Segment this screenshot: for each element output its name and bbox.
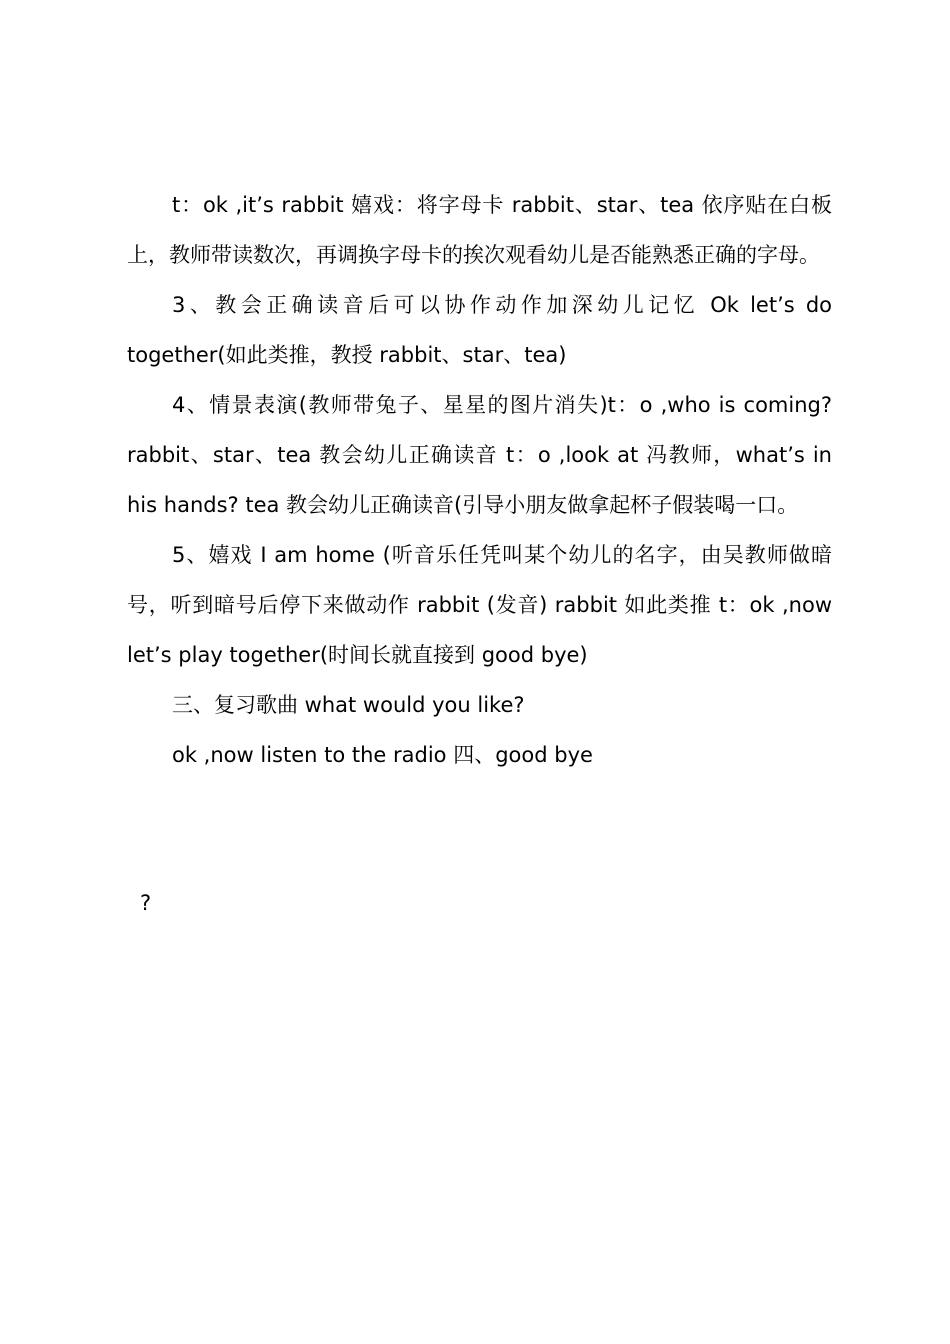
paragraph-goodbye: ok ,now listen to the radio 四、good bye	[172, 743, 593, 767]
paragraph-step-3: 3、教会正确读音后可以协作动作加深幼儿记忆 Ok let’s do together(如此类推，教授 rabbit、star、tea)	[127, 293, 832, 367]
paragraph-rabbit-game: t：ok ,it’s rabbit 嬉戏：将字母卡 rabbit、star、tea 依序贴在白板上，教师带读数次，再调换字母卡的挨次观看幼儿是否能熟悉正确的字母。	[127, 193, 832, 267]
document-body	[127, 180, 832, 780]
trailing-question-mark: ?	[140, 891, 152, 915]
paragraph-step-4: 4、情景表演(教师带兔子、星星的图片消失)t：o ,who is coming? rabbit、star、tea 教会幼儿正确读音 t：o ,look at 冯教师，what’s in his hands? tea 教会幼儿正确读音(引导小朋友做拿起杯子假装喝一口。	[127, 393, 832, 517]
paragraph-review-song: 三、复习歌曲 what would you like?	[172, 693, 525, 717]
paragraph-step-5: 5、嬉戏 I am home (听音乐任凭叫某个幼儿的名字，由吴教师做暗号，听到暗号后停下来做动作 rabbit (发音) rabbit 如此类推 t：ok ,now let’s play together(时间长就直接到 good bye)	[127, 543, 832, 667]
